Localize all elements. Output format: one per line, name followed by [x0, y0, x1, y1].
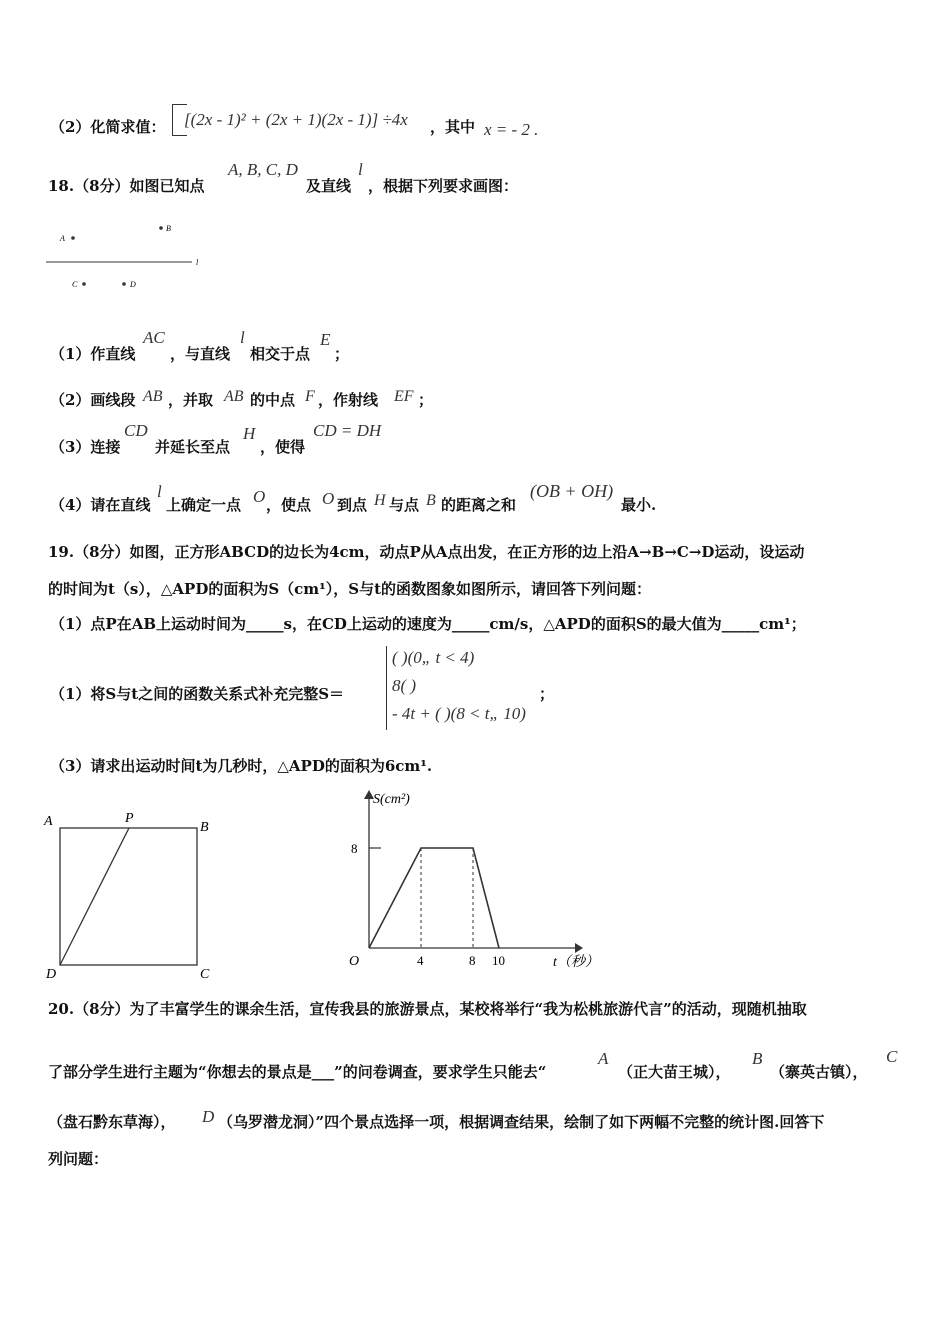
q18-p3-b: 并延长至点	[155, 438, 231, 456]
q18-p1-l: l	[240, 328, 245, 347]
square-label-d: D	[46, 967, 57, 982]
q19-part2-end: ；	[539, 685, 555, 703]
point-d	[122, 282, 126, 286]
q18-p4-o: O	[253, 487, 266, 506]
q20-line3a: （盘石黔东草海），	[48, 1113, 176, 1131]
q18-p4-d: 到点	[337, 496, 368, 514]
q19-part1: （1）点P在AB上运动时间为_____s，在CD上运动的速度为_____cm/s，△APD的面积S的最大值为_____cm¹；	[50, 615, 806, 633]
q20-line2b: （正大苗王城），	[618, 1063, 731, 1081]
label-b: B	[166, 224, 171, 233]
q18-p2-b: ，并取	[168, 391, 214, 409]
q18-p1-d: ；	[334, 345, 350, 363]
x-axis-arrow	[575, 943, 583, 953]
q18-p4-h: H	[374, 492, 386, 509]
q20-line4: 列问题：	[48, 1150, 109, 1168]
q18-p2-c: 的中点	[250, 391, 296, 409]
q20-a: A	[598, 1049, 609, 1068]
q18-p2-ab: AB	[143, 388, 163, 405]
q20-d: D	[202, 1107, 215, 1126]
q20-c: C	[886, 1047, 898, 1066]
q18-p1-a: （1）作直线	[50, 345, 136, 363]
square-abcd	[60, 828, 197, 965]
x-tick-label-8: 8	[469, 953, 476, 968]
graph-origin: O	[349, 954, 360, 969]
q19-piece1: ( )(0„ t < 4)	[392, 648, 475, 667]
q18-p2-a: （2）画线段	[50, 391, 136, 409]
label-l: l	[196, 258, 199, 267]
q19-part2-label: （1）将S与t之间的函数关系式补充完整S＝	[50, 685, 345, 703]
q18-p4-c: ，使点	[266, 496, 312, 514]
label-c: C	[72, 280, 78, 289]
q18-p3-h: H	[243, 424, 256, 443]
q20-line2c: （寨英古镇），	[770, 1063, 868, 1081]
q18-p1-b: ，与直线	[170, 345, 231, 363]
q18-p4-bpt: B	[426, 492, 436, 509]
q17-where-label: ，其中	[430, 118, 476, 136]
q19-line2: 的时间为t（s），△APD的面积为S（cm¹），S与t的函数图象如图所示，请回答下列问题：	[48, 580, 652, 598]
label-a: A	[60, 234, 65, 243]
q18-p4-b: 上确定一点	[166, 496, 242, 514]
q18-p1-ac: AC	[143, 328, 165, 347]
q18-p4-l: l	[157, 482, 162, 501]
q20-b: B	[752, 1049, 763, 1068]
x-tick-label-10: 10	[492, 953, 505, 968]
q18-p3-eq: CD = DH	[313, 421, 382, 440]
q20-line1: 20.（8分）为了丰富学生的课余生活，宣传我县的旅游景点，某校将举行“我为松桃旅游代言”的活动，现随机抽取	[48, 1000, 807, 1018]
q20-line2a: 了部分学生进行主题为“你想去的景点是___”的问卷调查，要求学生只能去“	[48, 1063, 547, 1081]
q18-header-mid: 及直线	[306, 177, 352, 195]
square-label-b: B	[200, 820, 209, 835]
q18-p2-e: ；	[418, 391, 434, 409]
q18-p1-c: 相交于点	[250, 345, 311, 363]
point-a	[71, 236, 75, 240]
q18-p1-e: E	[320, 330, 331, 349]
square-label-c: C	[200, 967, 210, 982]
square-label-p: P	[125, 811, 134, 826]
q18-line-var: l	[358, 160, 363, 179]
q19-brace	[386, 646, 387, 730]
q18-p2-f: F	[305, 388, 315, 405]
series-line	[369, 848, 499, 948]
q17-expression: [(2x - 1)² + (2x + 1)(2x - 1)] ÷4x	[184, 110, 408, 129]
q18-p4-e: 与点	[389, 496, 420, 514]
q18-p4-g: 最小.	[621, 496, 657, 514]
q19-square-figure	[40, 808, 230, 983]
graph-xlabel: t（秒）	[553, 955, 599, 970]
q18-points: A, B, C, D	[228, 160, 298, 179]
q19-part3: （3）请求出运动时间t为几秒时，△APD的面积为6cm¹.	[50, 757, 433, 775]
q18-p2-ef: EF	[394, 388, 414, 405]
q17-where-value: x = - 2 .	[484, 120, 539, 139]
label-d: D	[130, 280, 136, 289]
q19-piece3: - 4t + ( )(8 < t„ 10)	[392, 704, 526, 723]
q18-p4-o2: O	[322, 489, 335, 508]
segment-dp	[60, 828, 129, 965]
point-b	[159, 226, 163, 230]
square-label-a: A	[44, 814, 53, 829]
q19-piece2: 8( )	[392, 676, 417, 695]
q18-p2-ab2: AB	[224, 388, 244, 405]
q18-figure	[40, 215, 220, 295]
q19-line1: 19.（8分）如图，正方形ABCD的边长为4cm，动点P从A点出发，在正方形的边上沿A→B→C→D运动，设运动	[48, 543, 805, 561]
q18-p4-f: 的距离之和	[441, 496, 517, 514]
q18-p4-sum: (OB + OH)	[530, 481, 614, 501]
q18-header-end: ，根据下列要求画图：	[368, 177, 519, 195]
q18-p3-c: ，使得	[260, 438, 306, 456]
q19-graph	[325, 783, 615, 983]
graph-ylabel: S(cm²)	[373, 792, 410, 807]
q18-header: 18.（8分）如图已知点	[48, 177, 205, 195]
q18-p3-cd: CD	[124, 421, 148, 440]
q18-p3-a: （3）连接	[50, 438, 121, 456]
q18-p4-a: （4）请在直线	[50, 496, 151, 514]
q18-p2-d: ，作射线	[318, 391, 379, 409]
q20-line3b: （乌罗潜龙洞）”四个景点选择一项，根据调查结果，绘制了如下两幅不完整的统计图.回答下	[218, 1113, 825, 1131]
y-tick-label-8: 8	[351, 841, 358, 856]
q17-part2-label: （2）化简求值：	[50, 118, 166, 136]
point-c	[82, 282, 86, 286]
x-tick-label-4: 4	[417, 953, 424, 968]
